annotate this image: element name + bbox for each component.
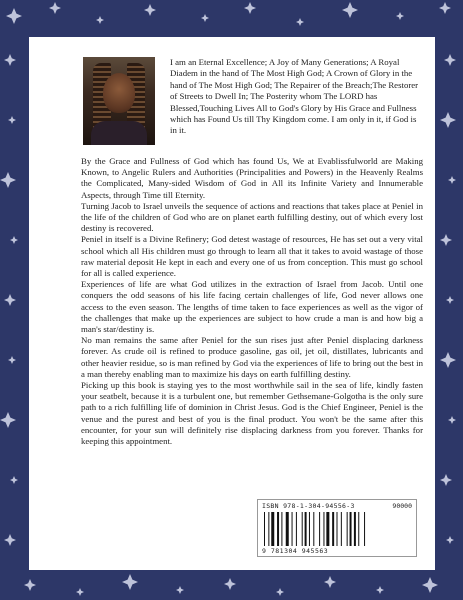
barcode-bar <box>326 512 329 546</box>
star-icon <box>144 4 156 16</box>
barcode-bar <box>292 512 293 546</box>
isbn-label: ISBN 978-1-304-94556-3 <box>262 502 355 510</box>
barcode-bar <box>305 512 307 546</box>
star-icon <box>440 112 456 128</box>
star-icon <box>6 8 22 24</box>
blurb-body <box>81 156 423 447</box>
isbn-barcode <box>257 499 417 557</box>
barcode-bar <box>354 512 356 546</box>
author-photo-shirt <box>91 121 147 145</box>
star-icon <box>448 416 456 424</box>
star-icon <box>446 296 454 304</box>
barcode-bar <box>264 512 265 546</box>
blurb-paragraph: Peniel in itself is a Divine Refinery; God detest wastage of resources, He has set out a very vital school which all His children must go through to learn all that it takes to avoid wastage of those raw material deposit He kept in each and every one of us from conception. This must go school for all is called experience. <box>81 234 423 279</box>
blurb-paragraph: Experiences of life are what God utilizes in the extraction of Israel from Jacob. Until one conquers the odd seasons of his life facing certain challenges of life, God never allows one access to the even season. The lengths of time taken to face experiences as well as the vigor of the challenges that make up the experiences are subject to how crude a man is and how big a man's star/destiny is. <box>81 279 423 335</box>
barcode-bar <box>277 512 279 546</box>
barcode-bars <box>262 512 412 546</box>
barcode-bar <box>313 512 314 546</box>
star-icon <box>4 294 16 306</box>
blurb-paragraph: Picking up this book is staying yes to the most worthwhile sail in the sea of life, kindly fasten your seatbelt, because it is a turbulent one, but remember Gethsemane-Golgotha is the only sure path to a rich fulfilling life of dominion in Christ Jesus. God is the Chief Engineer, Peniel is the venue and the purest and best of you is the final product. You won't be the same after this encounter, for your sun will definitely rise displacing darkness from you forever. Thanks for keeping this appointment. <box>81 380 423 447</box>
star-icon <box>440 474 452 486</box>
star-icon <box>396 12 404 20</box>
star-icon <box>0 412 16 428</box>
star-icon <box>8 116 16 124</box>
barcode-bar <box>296 512 297 546</box>
star-icon <box>448 176 456 184</box>
barcode-bar <box>319 512 320 546</box>
barcode-bar <box>341 512 342 546</box>
star-icon <box>422 577 438 593</box>
star-icon <box>176 586 184 594</box>
star-icon <box>376 586 384 594</box>
back-cover-panel <box>29 37 435 570</box>
price-code: 90000 <box>392 502 412 510</box>
star-icon <box>96 16 104 24</box>
barcode-bar <box>302 512 303 546</box>
star-icon <box>49 2 61 14</box>
star-icon <box>8 356 16 364</box>
star-icon <box>10 236 18 244</box>
barcode-bar <box>281 512 282 546</box>
star-icon <box>324 576 336 588</box>
author-photo <box>83 57 155 145</box>
star-icon <box>342 2 358 18</box>
author-intro: I am an Eternal Excellence; A Joy of Many Generations; A Royal Diadem in the hand of The Most High God; A Crown of Glory in the hand of The Most High God; The Repairer of the Breach;The Restorer of Streets to Dwell In; The Posterity whom The LORD has Blessed,Touching Lives All to God's Glory by His Grace and Fullness which has Found Us till Thy Kingdom come. I am only in it, if God is in it. <box>170 57 419 136</box>
star-icon <box>0 172 16 188</box>
blurb-paragraph: Turning Jacob to Israel unveils the sequence of actions and reactions that takes place at Peniel in the life of the children of God who are on planet earth fulfilling destiny, out of which every lost destiny is recovered. <box>81 200 423 234</box>
barcode-bar <box>337 512 338 546</box>
barcode-bar <box>323 512 324 546</box>
star-icon <box>76 588 84 596</box>
star-icon <box>201 14 209 22</box>
star-icon <box>444 54 456 66</box>
star-icon <box>440 352 456 368</box>
star-icon <box>446 536 454 544</box>
star-icon <box>4 54 16 66</box>
barcode-bar <box>358 512 359 546</box>
barcode-bar <box>309 512 310 546</box>
barcode-bar <box>364 512 365 546</box>
barcode-bar <box>271 512 274 546</box>
blurb-paragraph: No man remains the same after Peniel for the sun rises just after Peniel displacing darkness forever. As crude oil is refined to produce gasoline, gas oil, jet oil, distillates, lubricants and other heavier residue, so is man refined by God via the experiences of life to bring out the best in a man thereby enabling man to maximize his days on earth fulfilling destiny. <box>81 335 423 379</box>
star-icon <box>24 579 36 591</box>
barcode-bar <box>268 512 269 546</box>
blurb-paragraph: By the Grace and Fullness of God which has found Us, We at Evablissfulworld are Making Known, to Angelic Rulers and Authorities (Principalities and Powers) in the Heavenly Realms the Complicated, Many-sided Wisdom of God in All its Infinite Variety and Innumerable Aspects, through Time till Eternity. <box>81 156 423 200</box>
barcode-bar <box>350 512 352 546</box>
star-icon <box>276 588 284 596</box>
star-icon <box>10 476 18 484</box>
barcode-bar <box>286 512 289 546</box>
star-icon <box>122 574 138 590</box>
star-icon <box>296 18 304 26</box>
star-icon <box>4 534 16 546</box>
barcode-digits: 9 781304 945563 <box>262 547 329 555</box>
star-icon <box>244 2 256 14</box>
barcode-bar <box>347 512 348 546</box>
star-icon <box>224 578 236 590</box>
star-icon <box>440 234 452 246</box>
barcode-bar <box>332 512 334 546</box>
star-icon <box>439 2 451 14</box>
author-photo-face <box>103 73 135 113</box>
